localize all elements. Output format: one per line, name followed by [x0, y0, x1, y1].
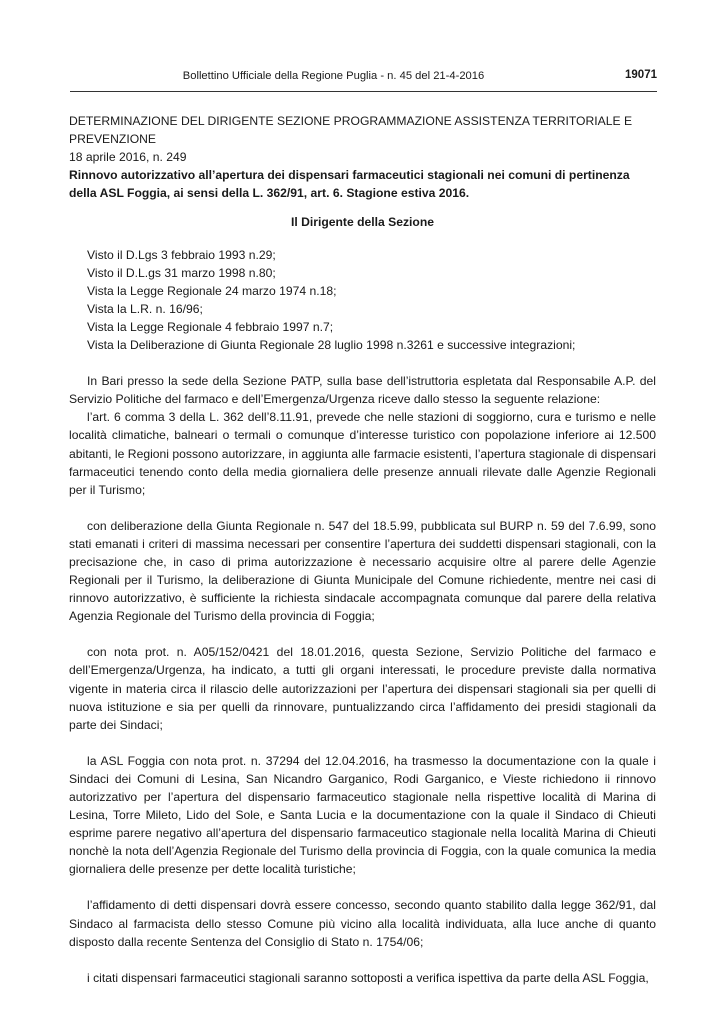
body-paragraph: i citati dispensari farmaceutici stagionali saranno sottoposti a verifica ispettiva da parte della ASL Foggia, — [87, 970, 649, 985]
legal-references-list — [87, 246, 656, 355]
legal-reference: Vista la L.R. n. 16/96; — [87, 301, 203, 316]
determination-title: Rinnovo autorizzativo all’apertura dei dispensari farmaceutici stagionali nei comuni di pertinenza della ASL Foggia, ai sensi della L. 362/91, art. 6. Stagione estiva 2016. — [69, 168, 630, 201]
spacer — [69, 951, 656, 969]
spacer — [69, 499, 656, 517]
determination-heading: DETERMINAZIONE DEL DIRIGENTE SEZIONE PROGRAMMAZIONE ASSISTENZA TERRITORIALE E PREVENZIONE — [69, 114, 633, 147]
legal-reference: Visto il D.L.gs 31 marzo 1998 n.80; — [87, 265, 276, 280]
legal-reference: Visto il D.Lgs 3 febbraio 1993 n.29; — [87, 247, 276, 262]
section-heading: Il Dirigente della Sezione — [290, 215, 435, 230]
spacer — [69, 734, 656, 752]
spacer — [69, 625, 656, 643]
body-paragraph: l’affidamento di detti dispensari dovrà essere concesso, secondo quanto stabilito dalla legge 362/91, dal Sindaco al farmacista dello stesso Comune più vicino alla località individuata, alla luce anche di quanto disposto dalla recente Sentenza del Consiglio di Stato n. 1754/06; — [69, 898, 656, 949]
determination-date: 18 aprile 2016, n. 249 — [69, 150, 187, 165]
legal-reference: Vista la Legge Regionale 24 marzo 1974 n.18; — [87, 283, 337, 298]
legal-reference: Vista la Deliberazione di Giunta Regionale 28 luglio 1998 n.3261 e successive integrazioni; — [87, 338, 576, 353]
body-paragraph: con nota prot. n. A05/152/0421 del 18.01.2016, questa Sezione, Servizio Politiche del farmaco e dell’Emergenza/Urgenza, ha indicato, a tutti gli organi interessati, le procedure previste dalla normativa vigente in materia circa il rilascio delle autorizzazioni per l’apertura dei dispensari stagionali sia per quelli di nuova istituzione e sia per quelli da rinnovare, puntualizzando circa l’affidamento dei presidi stagionali da parte dei Sindaci; — [69, 645, 656, 732]
document-body — [69, 112, 656, 987]
body-paragraph: l’art. 6 comma 3 della L. 362 dell’8.11.91, prevede che nelle stazioni di soggiorno, cura e turismo e nelle località climatiche, balneari o termali o comunque d’interesse turistico con popolazione inferiore ai 12.500 abitanti, le Regioni possono autorizzare, in aggiunta alle farmacie esistenti, l’apertura stagionale di dispensari farmaceutici tenendo conto della media giornaliera delle presenze annuali rilevate dalle Agenzie Regionali per il Turismo; — [69, 410, 656, 497]
legal-reference: Vista la Legge Regionale 4 febbraio 1997 n.7; — [87, 319, 334, 334]
page-number: 19071 — [625, 69, 657, 81]
page-header — [70, 66, 657, 88]
body-paragraph: con deliberazione della Giunta Regionale n. 547 del 18.5.99, pubblicata sul BURP n. 59 del 7.6.99, sono stati emanati i criteri di massima necessari per consentire l’apertura dei suddetti dispensari stagionali, con la precisazione che, in caso di prima autorizzazione è necessario acquisire oltre al parere delle Agenzie Regionali per il Turismo, la deliberazione di Giunta Municipale del Comune richiedente, mentre nei casi di rinnovo autorizzativo, è sufficiente la richiesta sindacale accompagnata comunque dal parere della relativa Agenzia Regionale del Turismo della provincia di Foggia; — [69, 518, 656, 624]
spacer — [69, 354, 656, 372]
header-divider — [70, 91, 657, 92]
body-paragraph: In Bari presso la sede della Sezione PATP, sulla base dell’istruttoria espletata dal Responsabile A.P. del Servizio Politiche del farmaco e dell’Emergenza/Urgenza riceve dallo stesso la seguente relazione: — [69, 374, 656, 407]
body-paragraph: la ASL Foggia con nota prot. n. 37294 del 12.04.2016, ha trasmesso la documentazione con la quale i Sindaci dei Comuni di Lesina, San Nicandro Garganico, Rodi Garganico, e Vieste richiedono ii rinnovo autorizzativo per l’apertura del dispensario farmaceutico stagionale nella rispettive località di Marina di Lesina, Torre Mileto, Lido del Sole, e Santa Lucia e la documentazione con la quale il Sindaco di Chieuti esprime parere negativo all’apertura del dispensario farmaceutico stagionale nella località Marina di Chieuti nonchè la nota dell’Agenzia Regionale del Turismo della provincia di Foggia, con la quale comunica la media giornaliera delle presenze per dette località turistiche; — [69, 753, 656, 877]
spacer — [69, 878, 656, 896]
bulletin-title: Bollettino Ufficiale della Regione Puglia - n. 45 del 21-4-2016 — [182, 70, 485, 82]
